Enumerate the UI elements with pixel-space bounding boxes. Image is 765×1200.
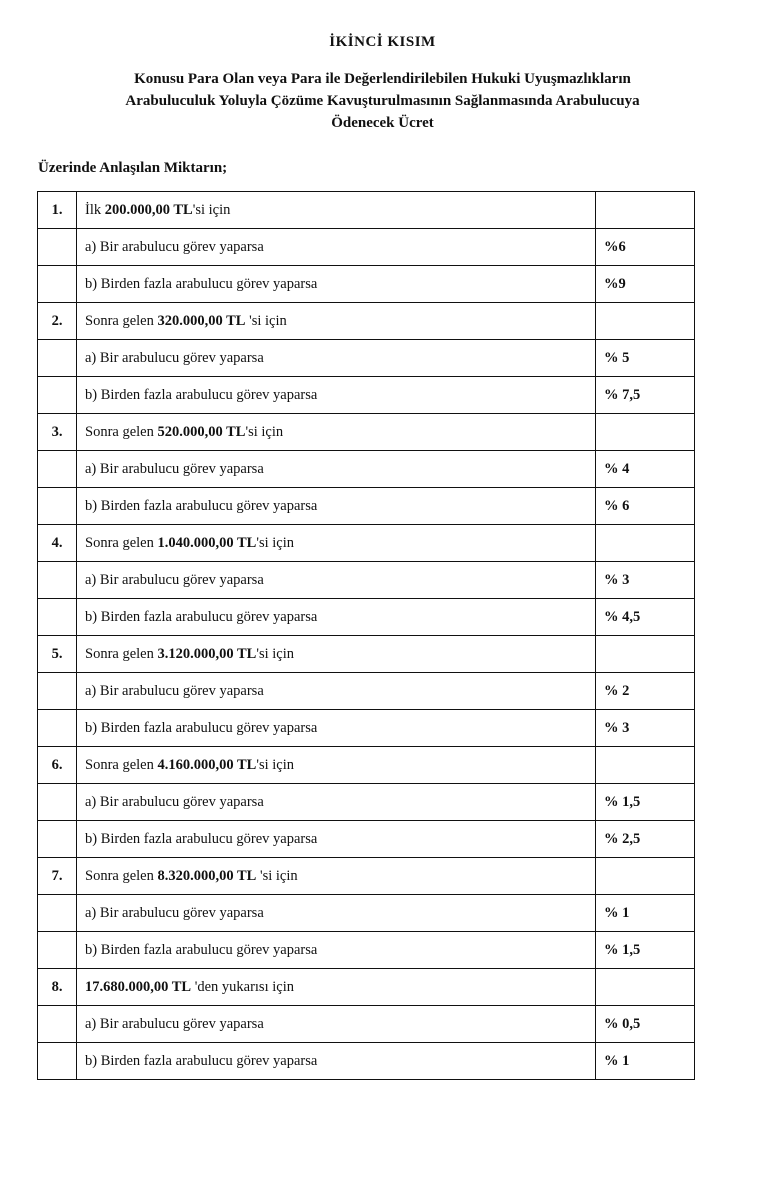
row-number-empty [38,821,77,858]
multiple-mediators-row [38,1043,695,1080]
multiple-mediators-rate: % 2,5 [596,821,695,858]
tier-amount: 17.680.000,00 TL [85,978,192,995]
tier-rate-empty [596,525,695,562]
tier-number: 5. [38,636,77,673]
tier-rate-empty [596,747,695,784]
tier-number: 3. [38,414,77,451]
row-number-empty [38,599,77,636]
tier-amount: 320.000,00 TL [157,312,246,329]
multiple-mediators-label: b) Birden fazla arabulucu görev yaparsa [77,821,596,858]
tier-prefix: İlk [85,201,105,218]
multiple-mediators-rate: % 7,5 [596,377,695,414]
tier-amount: 4.160.000,00 TL [157,756,257,773]
tier-amount: 200.000,00 TL [104,201,193,218]
single-mediator-label: a) Bir arabulucu görev yaparsa [77,1006,596,1043]
single-mediator-label: a) Bir arabulucu görev yaparsa [77,229,596,266]
single-mediator-rate: % 2 [596,673,695,710]
row-number-empty [38,377,77,414]
single-mediator-row [38,1006,695,1043]
single-mediator-rate: % 0,5 [596,1006,695,1043]
tier-rate-empty [596,636,695,673]
tier-suffix: 'den yukarısı için [191,978,294,995]
single-mediator-label: a) Bir arabulucu görev yaparsa [77,451,596,488]
row-number-empty [38,340,77,377]
multiple-mediators-row [38,932,695,969]
multiple-mediators-rate: % 3 [596,710,695,747]
tier-suffix: 'si için [256,867,298,884]
subtitle-line: Ödenecek Ücret [331,115,434,131]
multiple-mediators-row [38,821,695,858]
tier-number: 7. [38,858,77,895]
row-number-empty [38,451,77,488]
multiple-mediators-row [38,266,695,303]
tier-header-row [38,969,695,1006]
multiple-mediators-rate: % 4,5 [596,599,695,636]
tier-header-row [38,636,695,673]
single-mediator-label: a) Bir arabulucu görev yaparsa [77,673,596,710]
document-subtitle [40,68,725,134]
row-number-empty [38,1006,77,1043]
row-number-empty [38,229,77,266]
tier-prefix: Sonra gelen [85,534,158,551]
multiple-mediators-label: b) Birden fazla arabulucu görev yaparsa [77,488,596,525]
single-mediator-row [38,784,695,821]
multiple-mediators-label: b) Birden fazla arabulucu görev yaparsa [77,1043,596,1080]
single-mediator-label: a) Bir arabulucu görev yaparsa [77,562,596,599]
multiple-mediators-label: b) Birden fazla arabulucu görev yaparsa [77,266,596,303]
multiple-mediators-row [38,488,695,525]
multiple-mediators-row [38,377,695,414]
tier-suffix: 'si için [192,201,231,218]
single-mediator-row [38,451,695,488]
single-mediator-label: a) Bir arabulucu görev yaparsa [77,784,596,821]
tier-heading [77,414,596,451]
tier-suffix: 'si için [256,756,294,773]
single-mediator-rate: % 1 [596,895,695,932]
multiple-mediators-label: b) Birden fazla arabulucu görev yaparsa [77,377,596,414]
multiple-mediators-rate: % 1 [596,1043,695,1080]
row-number-empty [38,488,77,525]
single-mediator-label: a) Bir arabulucu görev yaparsa [77,340,596,377]
subtitle-line: Arabuluculuk Yoluyla Çözüme Kavuşturulmasının Sağlanmasında Arabulucuya [125,93,640,109]
tier-number: 4. [38,525,77,562]
multiple-mediators-rate: % 1,5 [596,932,695,969]
tier-number: 8. [38,969,77,1006]
tier-amount: 3.120.000,00 TL [157,645,257,662]
tier-header-row [38,747,695,784]
tier-rate-empty [596,192,695,229]
tier-amount: 520.000,00 TL [157,423,246,440]
tier-header-row [38,303,695,340]
tier-heading [77,303,596,340]
single-mediator-label: a) Bir arabulucu görev yaparsa [77,895,596,932]
tier-heading [77,747,596,784]
row-number-empty [38,895,77,932]
row-number-empty [38,784,77,821]
tier-heading [77,525,596,562]
tier-prefix: Sonra gelen [85,645,158,662]
multiple-mediators-rate: % 6 [596,488,695,525]
tier-prefix: Sonra gelen [85,756,158,773]
tier-number: 6. [38,747,77,784]
row-number-empty [38,562,77,599]
subtitle-line: Konusu Para Olan veya Para ile Değerlendirilebilen Hukuki Uyuşmazlıkların [134,71,631,87]
tier-amount: 8.320.000,00 TL [157,867,257,884]
row-number-empty [38,673,77,710]
tier-suffix: 'si için [256,645,294,662]
tier-number: 1. [38,192,77,229]
tier-prefix: Sonra gelen [85,423,158,440]
row-number-empty [38,266,77,303]
single-mediator-rate: %6 [596,229,695,266]
lead-text: Üzerinde Anlaşılan Miktarın; [38,160,228,176]
tier-rate-empty [596,303,695,340]
tier-heading [77,969,596,1006]
single-mediator-rate: % 1,5 [596,784,695,821]
multiple-mediators-label: b) Birden fazla arabulucu görev yaparsa [77,932,596,969]
tier-heading [77,858,596,895]
tier-heading [77,636,596,673]
tier-number: 2. [38,303,77,340]
tier-prefix: Sonra gelen [85,312,158,329]
single-mediator-row [38,340,695,377]
tier-suffix: 'si için [256,534,294,551]
tier-heading [77,192,596,229]
single-mediator-row [38,229,695,266]
tier-amount: 1.040.000,00 TL [157,534,257,551]
single-mediator-row [38,562,695,599]
row-number-empty [38,1043,77,1080]
multiple-mediators-label: b) Birden fazla arabulucu görev yaparsa [77,710,596,747]
single-mediator-rate: % 5 [596,340,695,377]
tier-rate-empty [596,858,695,895]
tier-suffix: 'si için [245,423,284,440]
multiple-mediators-row [38,599,695,636]
page-title: İKİNCİ KISIM [329,34,436,50]
row-number-empty [38,932,77,969]
single-mediator-rate: % 3 [596,562,695,599]
tier-prefix: Sonra gelen [85,867,158,884]
tier-header-row [38,525,695,562]
single-mediator-rate: % 4 [596,451,695,488]
multiple-mediators-rate: %9 [596,266,695,303]
single-mediator-row [38,673,695,710]
tier-header-row [38,414,695,451]
tier-rate-empty [596,414,695,451]
single-mediator-row [38,895,695,932]
fee-table [37,191,695,1080]
tier-header-row [38,858,695,895]
tier-header-row [38,192,695,229]
row-number-empty [38,710,77,747]
multiple-mediators-label: b) Birden fazla arabulucu görev yaparsa [77,599,596,636]
multiple-mediators-row [38,710,695,747]
tier-rate-empty [596,969,695,1006]
tier-suffix: 'si için [245,312,287,329]
